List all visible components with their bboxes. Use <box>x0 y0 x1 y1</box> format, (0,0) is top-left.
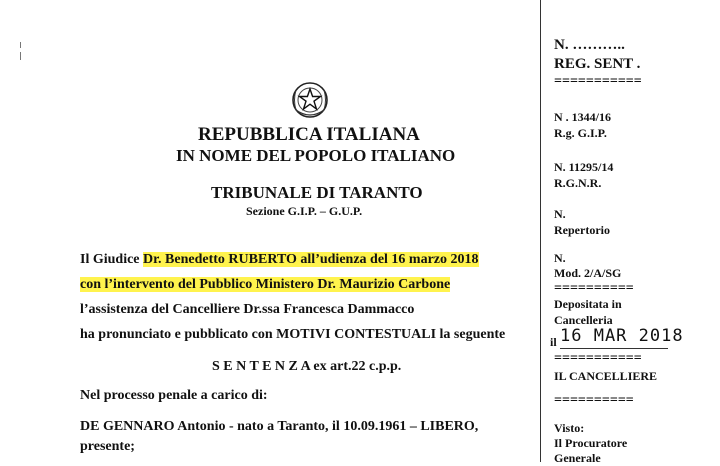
general-label: Generale <box>554 451 601 465</box>
separator: =========== <box>554 351 642 366</box>
sentence-article: ex art.22 c.p.p. <box>309 359 402 374</box>
prosecutor-label: Il Procuratore <box>554 436 628 450</box>
in-name-subtitle: IN NOME DEL POPOLO ITALIANO <box>176 146 456 165</box>
rgnr-number: N. 11295/14 <box>554 160 614 174</box>
visto-label: Visto: <box>554 421 585 435</box>
separator: =========== <box>554 74 642 89</box>
clerk-signature-label: IL CANCELLIERE <box>554 369 658 383</box>
deposit-date-stamp: 16 MAR 2018 <box>560 326 684 346</box>
italian-emblem-icon <box>290 80 330 120</box>
republic-title: REPUBBLICA ITALIANA <box>198 124 420 145</box>
separator: ========== <box>554 393 634 408</box>
sentence-word: S E N T E N Z A <box>212 359 310 374</box>
deposit-il-label: il <box>550 335 557 349</box>
present-line: presente; <box>80 439 135 454</box>
reg-sent-label: REG. SENT . <box>554 56 641 72</box>
separator: ========== <box>554 281 634 296</box>
court-title: TRIBUNALE DI TARANTO <box>211 183 423 202</box>
mod-label: Mod. 2/A/SG <box>554 266 622 280</box>
sentence-heading <box>212 359 401 375</box>
repertorio-number: N. <box>554 207 566 221</box>
judge-prefix: Il Giudice <box>80 252 144 267</box>
clerk-line: l’assistenza del Cancelliere Dr.ssa Francesca Dammacco <box>80 302 415 317</box>
repertorio-label: Repertorio <box>554 223 610 237</box>
gip-register-label: R.g. G.I.P. <box>554 126 607 140</box>
mod-number: N. <box>554 251 566 265</box>
defendant-line: DE GENNARO Antonio - nato a Taranto, il 10.09.1961 – LIBERO, <box>80 419 479 434</box>
margin-mark <box>20 52 21 60</box>
margin-mark <box>20 42 21 48</box>
process-line: Nel processo penale a carico di: <box>80 388 268 403</box>
stamp-underline <box>560 348 668 349</box>
margin-divider <box>540 0 541 462</box>
registry-label: Cancelleria <box>554 313 613 327</box>
judge-highlight: Dr. Benedetto RUBERTO all’udienza del 16 marzo 2018 <box>143 252 479 267</box>
pm-highlight: con l’intervento del Pubblico Ministero Dr. Maurizio Carbone <box>80 277 451 292</box>
sentence-number: N. ……….. <box>554 37 625 53</box>
judge-line <box>80 252 479 268</box>
court-section: Sezione G.I.P. – G.U.P. <box>246 204 363 218</box>
rgnr-label: R.G.N.R. <box>554 176 602 190</box>
pronounced-line: ha pronunciato e pubblicato con MOTIVI CONTESTUALI la seguente <box>80 327 506 342</box>
gip-number: N . 1344/16 <box>554 110 611 124</box>
pm-line <box>80 277 450 293</box>
deposited-label: Depositata in <box>554 297 622 311</box>
